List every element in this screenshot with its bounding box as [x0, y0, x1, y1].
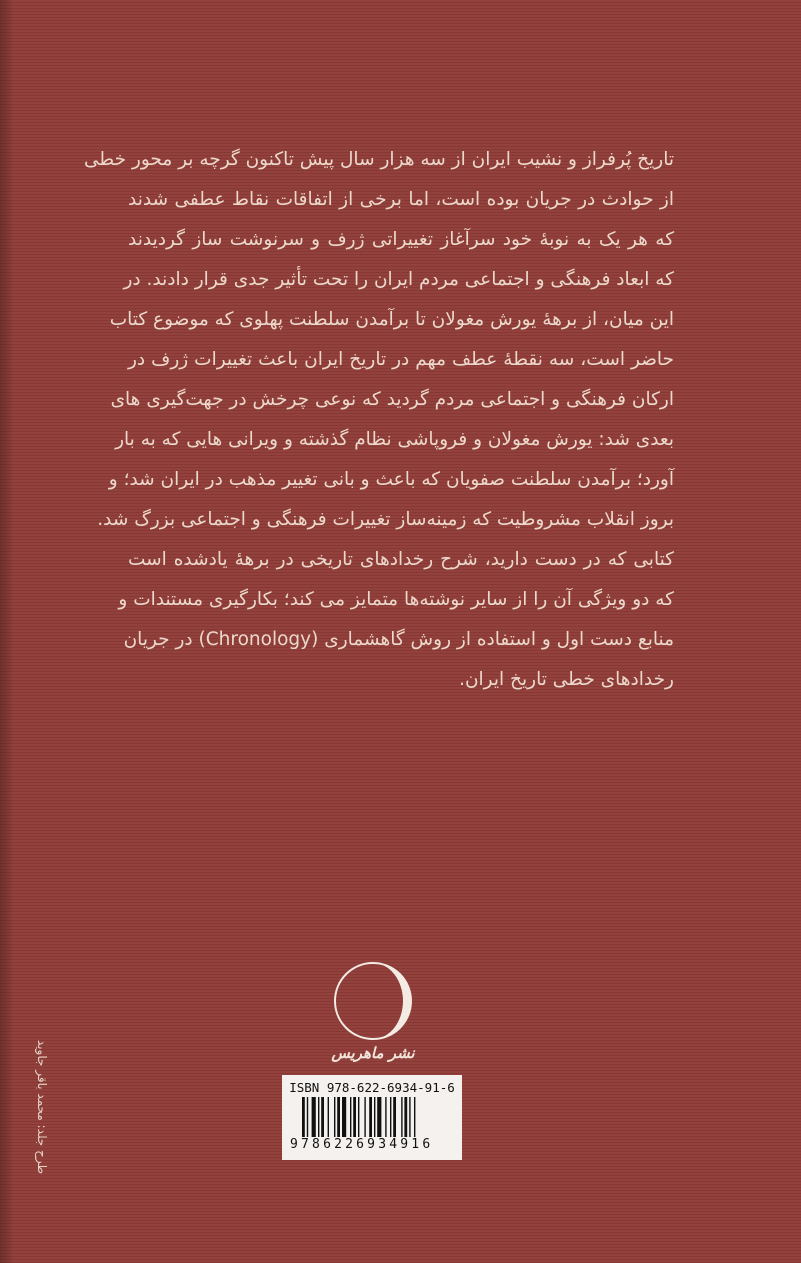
blurb-line: از حوادث در جریان بوده است، اما برخی از اتفاقات نقاط عطفی شدند — [128, 189, 674, 210]
barcode-bar — [374, 1097, 375, 1137]
blurb-line: که ابعاد فرهنگی و اجتماعی مردم ایران را تحت تأثیر جدی قرار دادند. در — [123, 269, 674, 290]
barcode-bar — [364, 1097, 365, 1137]
barcode-bar — [358, 1097, 359, 1137]
blurb-line: ارکان فرهنگی و اجتماعی مردم گردید که نوعی چرخش در جهت‌گیری های — [110, 389, 674, 410]
barcode-bar — [302, 1097, 305, 1137]
barcode-bar — [390, 1097, 391, 1137]
barcode-bar — [414, 1097, 415, 1137]
publisher-name: نشر ماهریس — [331, 1044, 415, 1062]
barcode-bar — [312, 1097, 316, 1137]
isbn-barcode — [282, 1075, 462, 1160]
ean-digits: 9786226934916 — [290, 1137, 434, 1152]
blurb-line: این میان، از برههٔ یورش مغولان تا برآمدن سلطنت پهلوی که موضوع کتاب — [109, 309, 674, 330]
blurb-line: منابع دست اول و استفاده از روش گاهشماری (Chronology) در جریان — [123, 629, 674, 650]
barcode-bar — [318, 1097, 319, 1137]
barcode-bar — [369, 1097, 372, 1137]
barcode-bar — [350, 1097, 351, 1137]
blurb-line: آورد؛ برآمدن سلطنت صفویان که باعث و بانی تغییر مذهب در ایران شد؛ و — [108, 469, 674, 490]
blurb-line: بروز انقلاب مشروطیت که زمینه‌ساز تغییرات فرهنگی و اجتماعی بزرگ شد. — [97, 509, 674, 530]
blurb-line: که دو ویژگی آن را از سایر نوشته‌ها متمایز می کند؛ بکارگیری مستندات و — [118, 589, 674, 610]
barcode-bar — [334, 1097, 335, 1137]
barcode-bar — [353, 1097, 356, 1137]
barcode-bar — [342, 1097, 346, 1137]
cover-design-credit: طرح جلد: محمد باقر جاوید — [35, 1039, 49, 1175]
crescent-moon-icon — [332, 960, 414, 1042]
barcode-bar — [377, 1097, 381, 1137]
back-cover-blurb — [83, 140, 674, 700]
barcode-bar — [337, 1097, 340, 1137]
barcode-bar — [401, 1097, 402, 1137]
isbn-label: ISBN 978-622-6934-91-6 — [289, 1080, 455, 1095]
blurb-line: بعدی شد: یورش مغولان و فروپاشی نظام گذشته و ویرانی هایی که به بار — [115, 429, 674, 450]
barcode-bar — [404, 1097, 407, 1137]
barcode-bar — [321, 1097, 324, 1137]
cover-edge-shadow — [0, 0, 14, 1263]
barcode-bar — [385, 1097, 386, 1137]
barcode-bar — [409, 1097, 410, 1137]
barcode-bar — [328, 1097, 329, 1137]
blurb-line: که هر یک به نوبهٔ خود سرآغاز تغییراتی ژرف و سرنوشت ساز گردیدند — [128, 229, 674, 250]
barcode-bar — [393, 1097, 396, 1137]
blurb-line: حاضر است، سه نقطهٔ عطف مهم در تاریخ ایران باعث تغییرات ژرف در — [128, 349, 674, 370]
blurb-line: تاریخ پُرفراز و نشیب ایران از سه هزار سال پیش تاکنون گرچه بر محور خطی — [83, 149, 674, 170]
blurb-line: رخدادهای خطی تاریخ ایران. — [459, 669, 674, 690]
barcode-bar — [307, 1097, 308, 1137]
blurb-line: کتابی که در دست دارید، شرح رخدادهای تاریخی در برههٔ یادشده است — [128, 549, 674, 570]
